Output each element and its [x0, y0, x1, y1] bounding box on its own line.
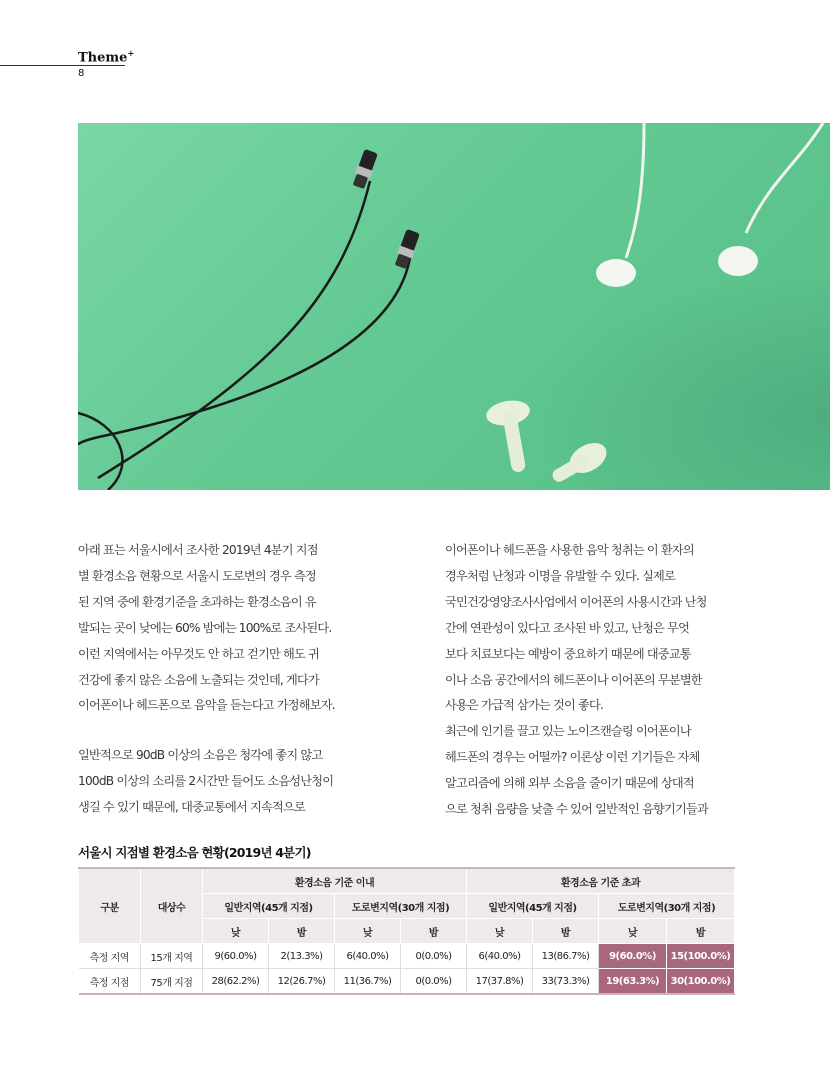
section-title: Theme+: [78, 48, 135, 66]
table-cell: 13(86.7%): [533, 944, 599, 969]
article-line: 건강에 좋지 않은 소음에 노출되는 것인데, 게다가: [78, 672, 319, 687]
earphones-illustration: [78, 123, 830, 490]
header-night: 밤: [401, 919, 467, 944]
article-line: 국민건강영양조사사업에서 이어폰의 사용시간과 난청: [445, 594, 707, 609]
header-road-exceed: 도로변지역(30개 지점): [599, 894, 735, 919]
article-line: 발되는 곳이 낮에는 60% 밤에는 100%로 조사된다.: [78, 620, 332, 635]
table-cell: 17(37.8%): [467, 969, 533, 995]
article-line: 알고리즘에 의해 외부 소음을 줄이기 때문에 상대적: [445, 776, 694, 791]
header-day: 낮: [467, 919, 533, 944]
header-general-within: 일반지역(45개 지점): [203, 894, 335, 919]
article-line: 경우처럼 난청과 이명을 유발할 수 있다. 실제로: [445, 568, 676, 583]
table-cell: 6(40.0%): [335, 944, 401, 969]
article-line: 이나 소음 공간에서의 헤드폰이나 이어폰의 무분별한: [445, 672, 702, 687]
row-count: 75개 지점: [141, 969, 203, 995]
header-day: 낮: [203, 919, 269, 944]
row-label: 측정 지점: [79, 969, 141, 995]
table-cell: 9(60.0%): [203, 944, 269, 969]
paragraph-gap: [78, 719, 368, 743]
header-night: 밤: [269, 919, 335, 944]
article-line: 생길 수 있기 때문에, 대중교통에서 지속적으로: [78, 800, 305, 815]
header-rule: [0, 65, 125, 66]
article-line: 으로 청취 음량을 낮출 수 있어 일반적인 음향기기들과: [445, 802, 708, 817]
table-cell-highlight: 19(63.3%): [599, 969, 667, 995]
article-line: 이어폰이나 헤드폰을 사용한 음악 청취는 이 환자의: [445, 543, 694, 557]
article-line: 된 지역 중에 환경기준을 초과하는 환경소음이 유: [78, 594, 316, 609]
table-row: [79, 969, 735, 995]
header-day: 낮: [335, 919, 401, 944]
article-line: 별 환경소음 현황으로 서울시 도로변의 경우 측정: [78, 568, 316, 583]
header-category: 구분: [79, 868, 141, 944]
article-line: 헤드폰의 경우는 어떨까? 이론상 이런 기기들은 자체: [445, 750, 700, 765]
table-cell-highlight: 15(100.0%): [667, 944, 735, 969]
table-cell-highlight: 30(100.0%): [667, 969, 735, 995]
header-exceed: 환경소음 기준 초과: [467, 868, 735, 894]
article-line: 간에 연관성이 있다고 조사된 바 있고, 난청은 무엇: [445, 620, 690, 635]
table-cell: 0(0.0%): [401, 944, 467, 969]
header-general-exceed: 일반지역(45개 지점): [467, 894, 599, 919]
header-road-within: 도로변지역(30개 지점): [335, 894, 467, 919]
table-cell: 2(13.3%): [269, 944, 335, 969]
article-line: 사용은 가급적 삼가는 것이 좋다.: [445, 698, 604, 713]
article-line: 이런 지역에서는 아무것도 안 하고 걷기만 해도 귀: [78, 646, 319, 661]
header-night: 밤: [667, 919, 735, 944]
table-cell: 11(36.7%): [335, 969, 401, 995]
header-target: 대상수: [141, 868, 203, 944]
header-day: 낮: [599, 919, 667, 944]
noise-table: [78, 867, 735, 995]
table-cell-highlight: 9(60.0%): [599, 944, 667, 969]
table-cell: 33(73.3%): [533, 969, 599, 995]
table-cell: 6(40.0%): [467, 944, 533, 969]
table-cell: 0(0.0%): [401, 969, 467, 995]
row-label: 측정 지역: [79, 944, 141, 969]
table-row: [79, 944, 735, 969]
row-count: 15개 지역: [141, 944, 203, 969]
header-within: 환경소음 기준 이내: [203, 868, 467, 894]
table-cell: 12(26.7%): [269, 969, 335, 995]
article-line: 보다 치료보다는 예방이 중요하기 때문에 대중교통: [445, 646, 691, 661]
article-line: 일반적으로 90dB 이상의 소음은 청각에 좋지 않고: [78, 748, 323, 763]
table-title: 서울시 지점별 환경소음 현황(2019년 4분기): [78, 845, 311, 860]
article-line: 100dB 이상의 소리를 2시간만 들어도 소음성난청이: [78, 774, 334, 789]
earphones-photo: [78, 123, 830, 490]
article-line: 최근에 인기를 끌고 있는 노이즈캔슬링 이어폰이나: [445, 724, 691, 739]
article-column-right: [445, 538, 735, 823]
article-line: 아래 표는 서울시에서 조사한 2019년 4분기 지점: [78, 543, 318, 557]
page-number: 8: [78, 68, 85, 79]
page-header: [0, 40, 830, 80]
table-cell: 28(62.2%): [203, 969, 269, 995]
header-night: 밤: [533, 919, 599, 944]
article-column-left: [78, 538, 368, 821]
article-line: 이어폰이나 헤드폰으로 음악을 듣는다고 가정해보자.: [78, 698, 335, 713]
